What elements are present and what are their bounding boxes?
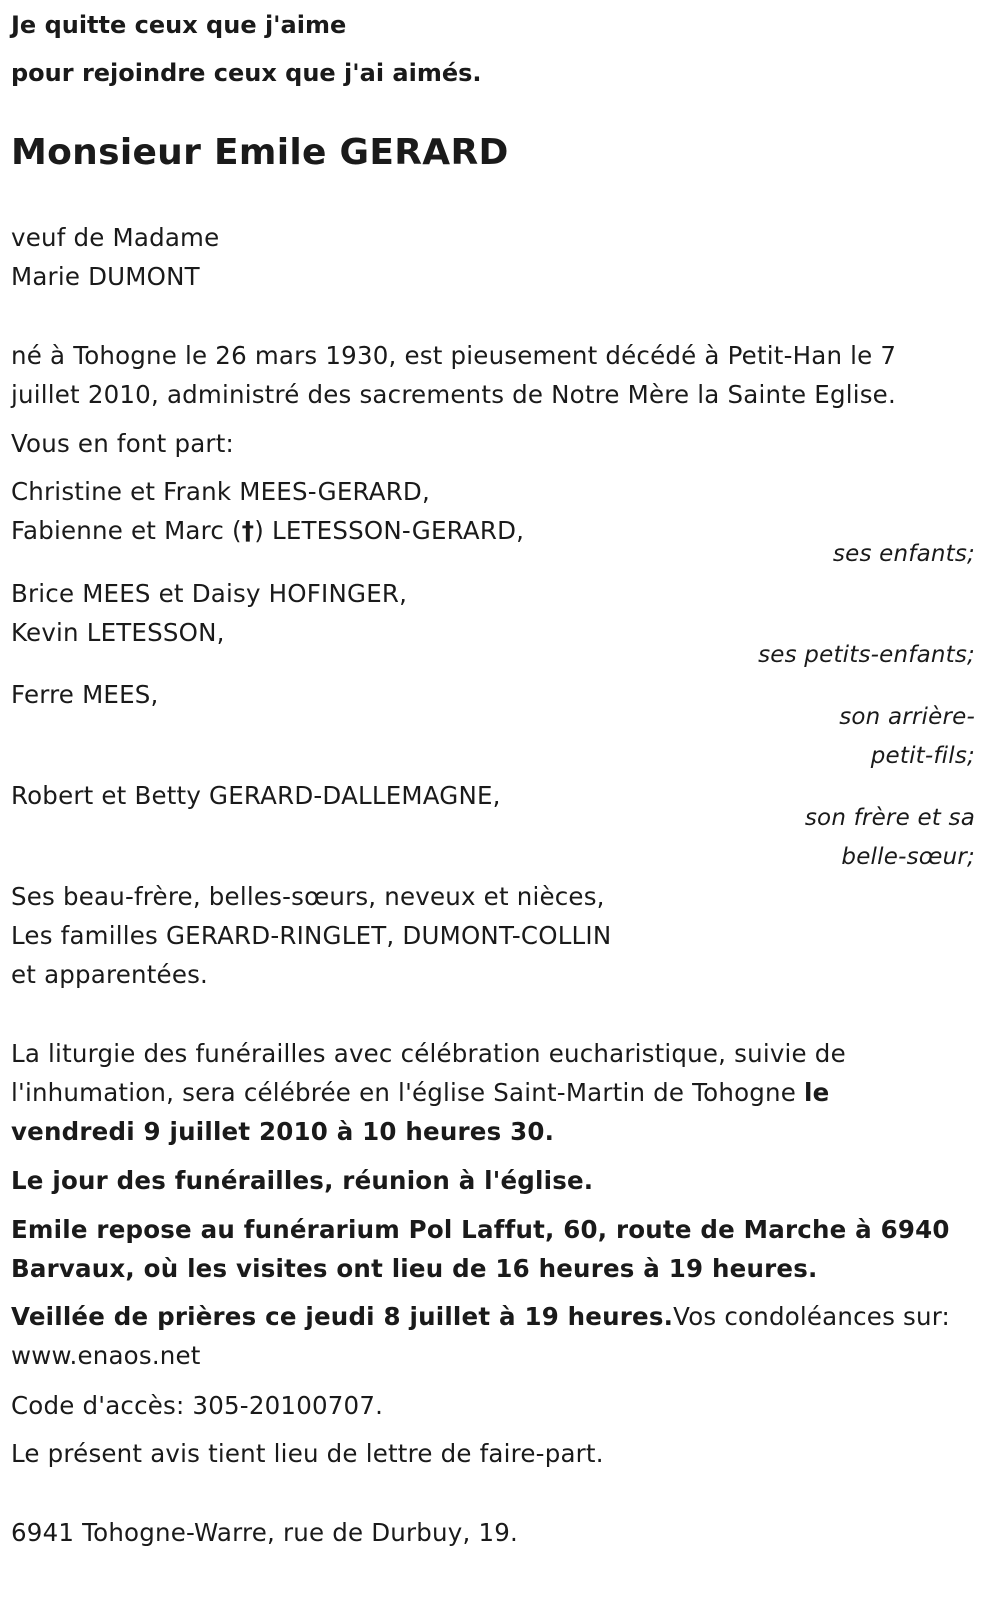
funeral-line-2 <box>11 1073 975 1112</box>
relation-great-grandchild-line-1: son arrière- <box>839 704 975 730</box>
siblings-line-1: Robert et Betty GERARD-DALLEMAGNE, <box>11 781 501 810</box>
grandchildren-line-1: Brice MEES et Daisy HOFINGER, <box>11 579 408 608</box>
announcers-intro: Vous en font part: <box>11 429 234 458</box>
funeral-line-1: La liturgie des funérailles avec célébration eucharistique, suivie de <box>11 1039 846 1068</box>
relation-siblings-line-2: belle-sœur; <box>841 844 975 870</box>
birth-death-line-1: né à Tohogne le 26 mars 1930, est pieusement décédé à Petit-Han le 7 <box>11 341 897 370</box>
deceased-name: Monsieur Emile GERARD <box>11 132 509 173</box>
grandchildren-line-2: Kevin LETESSON, <box>11 618 225 647</box>
meeting-info: Le jour des funérailles, réunion à l'église. <box>11 1166 594 1195</box>
widow-of-line-2: Marie DUMONT <box>11 262 200 291</box>
vigil-normal: Vos condoléances sur: <box>673 1302 951 1331</box>
relation-great-grandchild-line-2: petit-fils; <box>870 743 975 769</box>
others-line-1: Ses beau-frère, belles-sœurs, neveux et nièces, <box>11 882 605 911</box>
funeral-line-2-bold: le <box>804 1078 830 1107</box>
children-line-2-after: ) LETESSON-GERARD, <box>254 516 525 545</box>
great-grandchild-line-1: Ferre MEES, <box>11 680 159 709</box>
repose-line-2: Barvaux, où les visites ont lieu de 16 heures à 19 heures. <box>11 1254 818 1283</box>
notice-text: Le présent avis tient lieu de lettre de faire-part. <box>11 1439 604 1468</box>
others-line-2: Les familles GERARD-RINGLET, DUMONT-COLLIN <box>11 921 612 950</box>
repose-line-1: Emile repose au funérarium Pol Laffut, 60, route de Marche à 6940 <box>11 1215 950 1244</box>
others-line-3: et apparentées. <box>11 960 209 989</box>
widow-of-line-1: veuf de Madame <box>11 223 220 252</box>
relation-grandchildren: ses petits-enfants; <box>758 642 975 668</box>
vigil-bold: Veillée de prières ce jeudi 8 juillet à 19 heures. <box>11 1302 674 1331</box>
birth-death-line-2: juillet 2010, administré des sacrements de Notre Mère la Sainte Eglise. <box>11 380 896 409</box>
access-code: Code d'accès: 305-20100707. <box>11 1391 384 1420</box>
cross-icon: † <box>241 516 255 545</box>
children-line-1: Christine et Frank MEES-GERARD, <box>11 477 430 506</box>
epigraph-line-2: pour rejoindre ceux que j'ai aimés. <box>11 59 482 87</box>
children-line-2-before: Fabienne et Marc ( <box>11 516 242 545</box>
relation-siblings-line-1: son frère et sa <box>804 805 975 831</box>
relation-children: ses enfants; <box>832 541 975 567</box>
funeral-line-2-normal: l'inhumation, sera célébrée en l'église Saint-Martin de Tohogne <box>11 1078 805 1107</box>
address: 6941 Tohogne-Warre, rue de Durbuy, 19. <box>11 1518 519 1547</box>
website-link[interactable]: www.enaos.net <box>11 1341 201 1370</box>
funeral-date: vendredi 9 juillet 2010 à 10 heures 30. <box>11 1117 555 1146</box>
vigil-line <box>11 1297 975 1336</box>
epigraph-line-1: Je quitte ceux que j'aime <box>11 11 347 39</box>
